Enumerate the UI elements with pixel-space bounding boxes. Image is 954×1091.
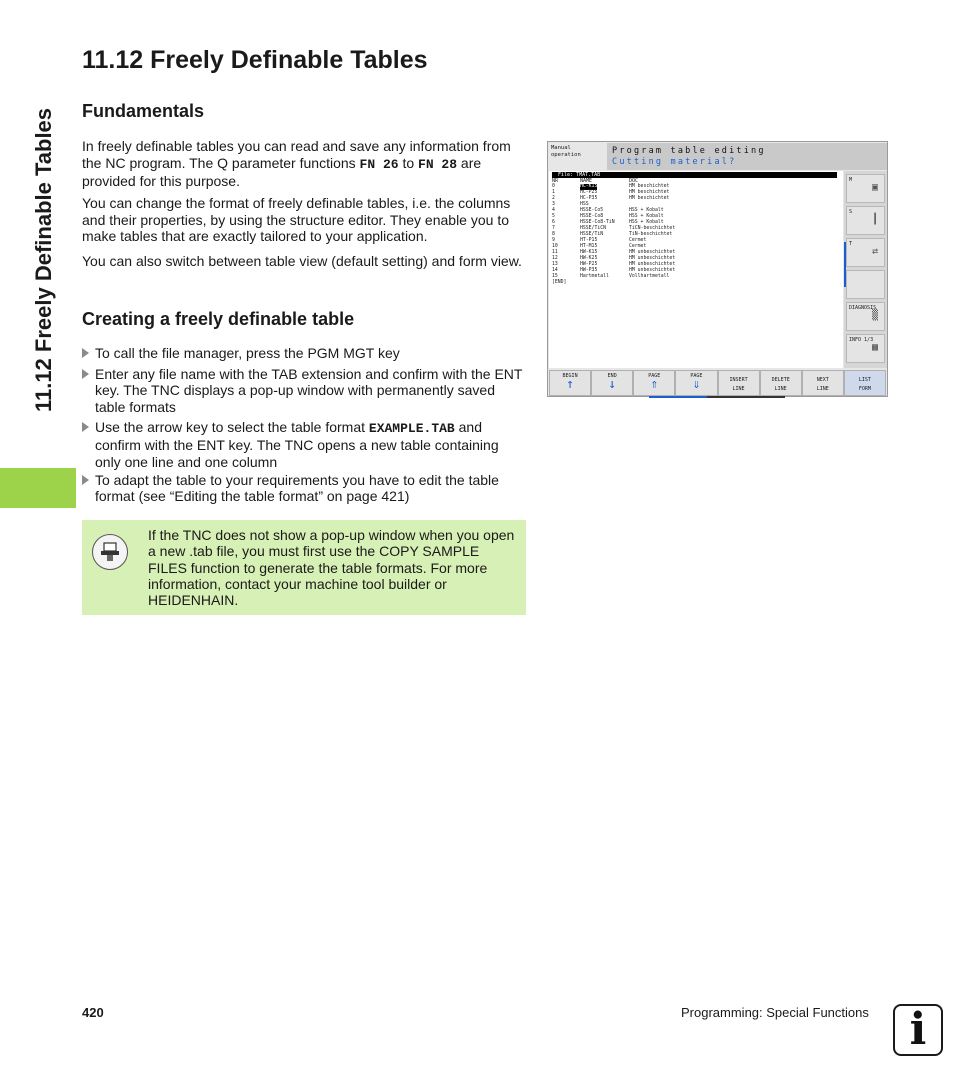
softkey-insert-line-button[interactable] xyxy=(718,370,760,396)
table-cell[interactable]: HC-P35 xyxy=(580,196,598,201)
operating-mode: Manual operation xyxy=(549,143,606,170)
side-softkey[interactable] xyxy=(846,302,885,331)
note-machine-icon xyxy=(92,534,128,570)
chapter-side-label xyxy=(22,50,66,470)
softkey-label: PAGE xyxy=(648,373,661,379)
page-title: 11.12 Freely Definable Tables xyxy=(82,46,428,74)
creating-heading: Creating a freely definable table xyxy=(82,309,355,329)
table-cell[interactable]: Hartmetall xyxy=(580,274,609,279)
table-cell[interactable]: 2 xyxy=(552,196,555,201)
fundamentals-paragraph-3: You can also switch between table view (default setting) and form view. xyxy=(82,253,522,269)
softkey-label: INSERT xyxy=(729,377,748,383)
table-cell[interactable]: 7 xyxy=(552,226,555,231)
tnc-screenshot xyxy=(547,141,888,397)
table-cell[interactable]: HSS xyxy=(580,202,589,207)
column-header: NR xyxy=(552,178,559,184)
file-bar: File: TMAT.TAB xyxy=(552,172,837,178)
page-number: 420 xyxy=(82,1005,104,1020)
example-tab-code: EXAMPLE.TAB xyxy=(368,421,455,436)
table-cell[interactable]: HSSE-Co8-TiN xyxy=(580,220,615,225)
chapter-side-label-text: 11.12 Freely Definable Tables xyxy=(31,107,56,413)
table-cell[interactable]: HSSE/TiN xyxy=(580,232,604,237)
softkey-label: LINE xyxy=(732,386,745,392)
side-softkey-label: S xyxy=(849,209,853,215)
table-cell[interactable]: HW-K25 xyxy=(580,256,598,261)
table-editor xyxy=(549,171,843,368)
column-header: NAME xyxy=(580,178,593,184)
softkey-row xyxy=(549,370,886,396)
table-cell[interactable]: HC-P25 xyxy=(580,190,598,195)
table-cell[interactable]: HSS + Kobalt xyxy=(629,214,664,219)
bullet-arrow-icon xyxy=(82,475,89,485)
table-cell[interactable]: Vollhartmetall xyxy=(629,274,670,279)
diagnosis-icon: ▒ xyxy=(871,310,878,321)
table-cell[interactable]: 10 xyxy=(552,244,558,249)
table-row[interactable] xyxy=(552,280,837,286)
softkey-page-button[interactable] xyxy=(633,370,675,396)
note-box xyxy=(82,520,526,615)
softkey-label: FORM xyxy=(858,386,871,392)
side-softkey[interactable] xyxy=(846,270,885,299)
table-cell[interactable]: 12 xyxy=(552,256,558,261)
table-cell[interactable]: HSSE-Co5 xyxy=(580,208,604,213)
table-cell[interactable]: 13 xyxy=(552,262,558,267)
softkey-label: DELETE xyxy=(771,377,790,383)
bullet-arrow-icon xyxy=(82,422,89,432)
softkey-label: LIST xyxy=(858,377,871,383)
table-cell[interactable]: 5 xyxy=(552,214,555,219)
fundamentals-heading: Fundamentals xyxy=(82,101,205,121)
side-softkey[interactable] xyxy=(846,206,885,235)
table-cell[interactable]: HM beschichtet xyxy=(629,196,670,201)
table-cell[interactable]: 14 xyxy=(552,268,558,273)
table-cell[interactable]: HM beschichtet xyxy=(629,184,670,189)
step-bullet-1: To call the file manager, press the PGM MGT key xyxy=(82,345,527,361)
softkey-end-button[interactable] xyxy=(591,370,633,396)
arrow-icon: ⇓ xyxy=(692,377,701,392)
tool-change-icon: ⇄ xyxy=(871,246,878,257)
softkey-begin-button[interactable] xyxy=(549,370,591,396)
table-cell[interactable]: 1 xyxy=(552,190,555,195)
screen-header-title: Program table editing xyxy=(612,146,766,156)
screen-header-prompt: Cutting material? xyxy=(612,157,737,167)
table-cell[interactable]: 3 xyxy=(552,202,555,207)
chapter-tab-marker xyxy=(0,468,76,508)
arrow-icon: ↓ xyxy=(608,377,617,392)
table-cell[interactable]: HM unbeschichtet xyxy=(629,268,676,273)
softkey-label: PAGE xyxy=(690,373,703,379)
note-text: If the TNC does not show a pop-up window when you open a new .tab file, you must first use the COPY SAMPLE FILES function to generate the table formats. For more information, contact your machine tool builder or HEIDENHAIN. xyxy=(148,527,515,609)
softkey-label: END xyxy=(607,373,617,379)
softkey-next-line-button[interactable] xyxy=(802,370,844,396)
table-cell[interactable]: HM unbeschichtet xyxy=(629,256,676,261)
table-cell[interactable]: 8 xyxy=(552,232,555,237)
table-cell[interactable]: TiN-beschichtet xyxy=(629,232,673,237)
table-rows xyxy=(552,184,837,286)
table-cell[interactable]: HT-M15 xyxy=(580,244,598,249)
side-softkey[interactable] xyxy=(846,334,885,363)
tool-icon: ┃ xyxy=(871,214,878,225)
table-cell[interactable]: 15 xyxy=(552,274,558,279)
fundamentals-paragraph-2: You can change the format of freely definable tables, i.e. the columns and their properties, by using the structure editor. They enable you to make tables that are exactly tailored to your application. xyxy=(82,195,511,244)
bullet-arrow-icon xyxy=(82,369,89,379)
active-marker xyxy=(844,242,846,287)
step-bullet-4: To adapt the table to your requirements you have to edit the table format (see “Editing the table format” on page 421) xyxy=(82,472,527,505)
side-softkey-label: DIAGNOSIS xyxy=(849,305,877,311)
side-softkey-bar xyxy=(844,171,887,368)
table-cell[interactable]: HM beschichtet xyxy=(629,190,670,195)
table-cell[interactable]: HSS + Kobalt xyxy=(629,220,664,225)
screen-header xyxy=(607,143,887,170)
step-bullet-2: Enter any file name with the TAB extension and confirm with the ENT key. The TNC displays a pop-up window with permanently saved table formats xyxy=(82,366,527,415)
table-cell[interactable]: HW-P25 xyxy=(580,262,598,267)
table-cell[interactable]: HSS + Kobalt xyxy=(629,208,664,213)
table-cell[interactable]: 4 xyxy=(552,208,555,213)
fn26-code: FN 26 xyxy=(359,156,399,172)
fn28-code: FN 28 xyxy=(418,156,458,172)
arrow-icon: ⇑ xyxy=(650,377,659,392)
table-cell[interactable]: 9 xyxy=(552,238,555,243)
side-softkey-label: T xyxy=(849,241,853,247)
step-bullet-3: Use the arrow key to select the table format EXAMPLE.TAB and confirm with the ENT key. The TNC opens a new table containing only one line and one column xyxy=(82,419,527,470)
info-icon: i xyxy=(893,1004,943,1056)
softkey-delete-line-button[interactable] xyxy=(760,370,802,396)
spindle-icon: ▣ xyxy=(871,182,878,193)
table-cell[interactable]: TiCN-beschichtet xyxy=(629,226,676,231)
softkey-label: NEXT xyxy=(816,377,829,383)
table-cell[interactable]: HT-P15 xyxy=(580,238,598,243)
arrow-icon: ↑ xyxy=(566,377,574,392)
side-softkey[interactable] xyxy=(846,238,885,267)
softkey-page-button[interactable] xyxy=(675,370,717,396)
table-cell[interactable]: HSSE-Co8 xyxy=(580,214,604,219)
column-header: DOC xyxy=(629,178,639,184)
table-cell[interactable]: Cermet xyxy=(629,244,647,249)
softkey-label: LINE xyxy=(774,386,787,392)
table-cell[interactable]: 6 xyxy=(552,220,555,225)
side-softkey-label: M xyxy=(849,177,853,183)
table-cell[interactable]: HC-K15 xyxy=(580,184,598,189)
fundamentals-paragraph-1: In freely definable tables you can read and save any information from the NC program. The Q parameter functions FN 26 to FN 28 are provided for this purpose. xyxy=(82,138,511,189)
side-softkey-label: INFO 1/3 xyxy=(849,337,874,343)
table-cell[interactable]: HSSE/TiCN xyxy=(580,226,606,231)
bullet-arrow-icon xyxy=(82,348,89,358)
table-cell[interactable]: HM unbeschichtet xyxy=(629,262,676,267)
table-cell[interactable]: HW-K15 xyxy=(580,250,598,255)
softkey-label: LINE xyxy=(816,386,829,392)
table-cell[interactable]: HW-P35 xyxy=(580,268,598,273)
info-icon: ▩ xyxy=(871,342,878,353)
table-cell[interactable]: 11 xyxy=(552,250,558,255)
table-cell[interactable]: [END] xyxy=(552,280,567,285)
side-softkey[interactable] xyxy=(846,174,885,203)
table-cell[interactable]: HM unbeschichtet xyxy=(629,250,676,255)
softkey-list-form-button[interactable] xyxy=(844,370,886,396)
footer-section-title: Programming: Special Functions xyxy=(681,1005,869,1020)
softkey-label: BEGIN xyxy=(562,373,578,379)
table-cell[interactable]: Cermet xyxy=(629,238,647,243)
table-cell[interactable]: 0 xyxy=(552,184,555,189)
